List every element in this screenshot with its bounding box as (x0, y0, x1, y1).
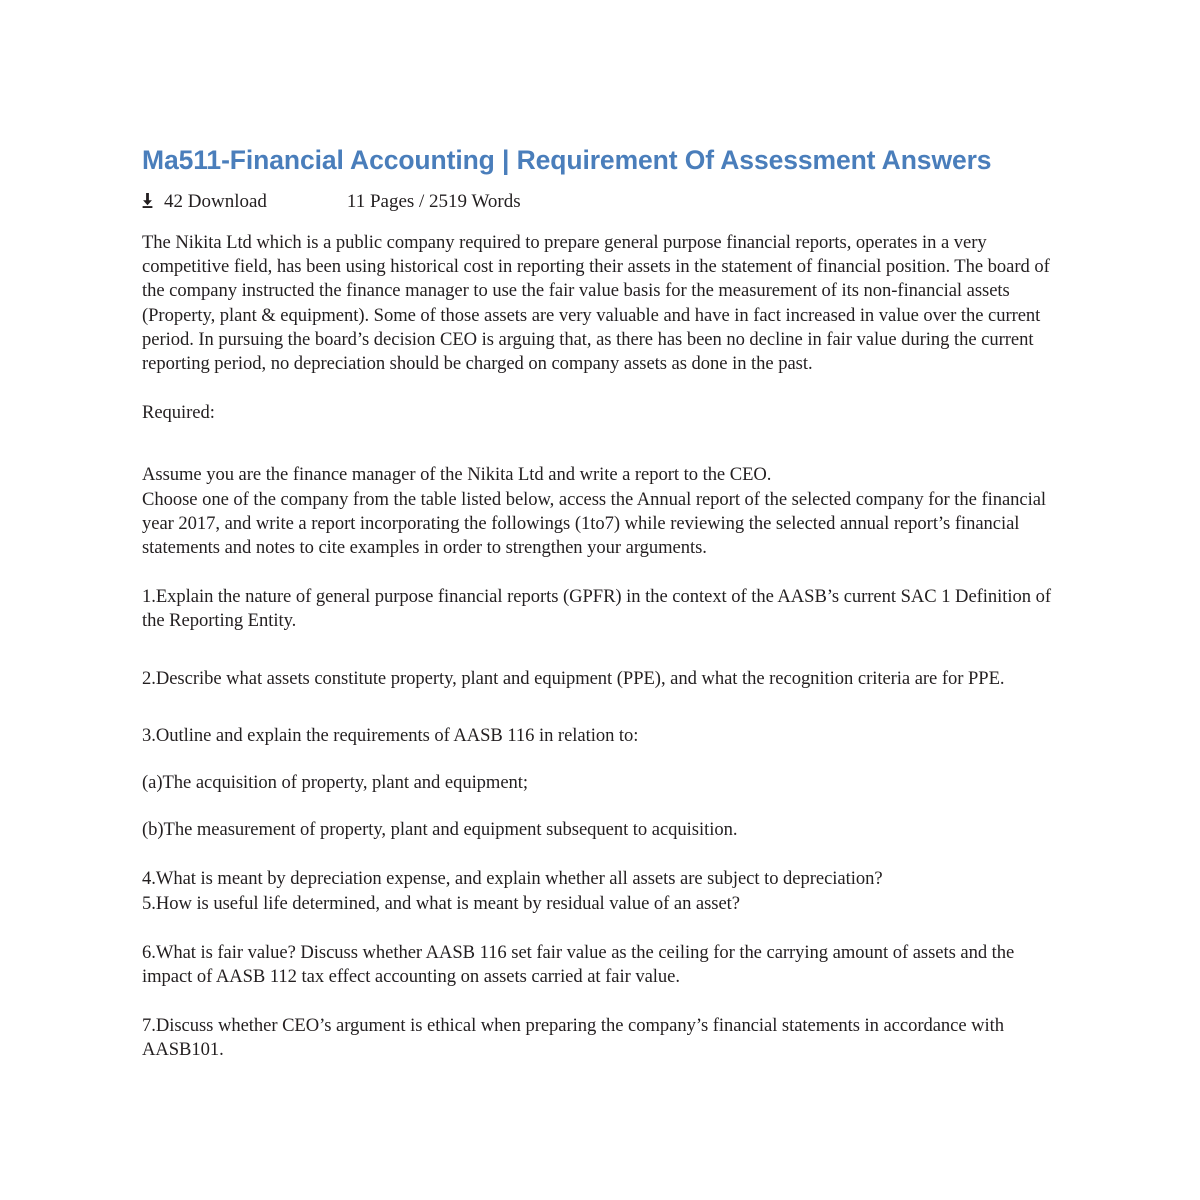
intro-paragraph: The Nikita Ltd which is a public company required to prepare general purpose financial reports, operates in a very competitive field, has been using historical cost in reporting their assets in the statement of financial position. The board of the company instructed the finance manager to use the fair value basis for the measurement of its non-financial assets (Property, plant & equipment). Some of those assets are very valuable and have in fact increased in value over the current period. In pursuing the board’s decision CEO is arguing that, as there has been no decline in fair value during the current reporting period, no depreciation should be charged on company assets as done in the past. (142, 232, 1050, 375)
requirement-item-6: 6.What is fair value? Discuss whether AASB 116 set fair value as the ceiling for the carrying amount of assets and the impact of AASB 112 tax effect accounting on assets carried at fair value. (142, 941, 1015, 988)
document-meta (142, 190, 1065, 214)
spacer (142, 376, 1065, 401)
instructions-line-2: Choose one of the company from the table listed below, access the Annual report of the selected company for the financial year 2017, and write a report incorporating the followings (1to7) while reviewing the selected annual report’s financial statements and notes to cite examples in order to strengthen your arguments. (142, 488, 1047, 559)
download-count (142, 190, 267, 214)
spacer (142, 560, 1065, 585)
spacer (142, 842, 1065, 867)
spacer (142, 691, 1065, 724)
spacer (142, 795, 1065, 818)
spacer (142, 989, 1065, 1014)
requirement-item-7: 7.Discuss whether CEO’s argument is ethical when preparing the company’s financial statements in accordance with AASB101. (142, 1015, 1005, 1061)
requirement-item-3b: (b)The measurement of property, plant and equipment subsequent to acquisition. (142, 819, 738, 841)
requirement-item-2: 2.Describe what assets constitute property, plant and equipment (PPE), and what the recognition criteria are for PPE. (142, 667, 1005, 689)
download-icon (142, 193, 153, 208)
spacer (142, 748, 1065, 771)
spacer (142, 425, 1065, 463)
requirement-item-3: 3.Outline and explain the requirements of AASB 116 in relation to: (142, 724, 639, 746)
required-heading: Required: (142, 402, 215, 424)
page-title: Ma511-Financial Accounting | Requirement Of Assessment Answers (142, 145, 992, 175)
requirement-item-5: 5.How is useful life determined, and what is meant by residual value of an asset? (142, 892, 741, 914)
spacer (142, 634, 1065, 667)
pages-words-label: 11 Pages / 2519 Words (346, 191, 521, 213)
requirement-item-4: 4.What is meant by depreciation expense, and explain whether all assets are subject to depreciation? (142, 868, 883, 890)
requirement-item-1: 1.Explain the nature of general purpose financial reports (GPFR) in the context of the AASB’s current SAC 1 Definition of the Reporting Entity. (142, 586, 1051, 632)
download-count-label: 42 Download (164, 191, 267, 213)
spacer (142, 916, 1065, 941)
requirement-item-3a: (a)The acquisition of property, plant and equipment; (142, 772, 529, 794)
instructions-line-1: Assume you are the finance manager of the Nikita Ltd and write a report to the CEO. (142, 464, 772, 486)
